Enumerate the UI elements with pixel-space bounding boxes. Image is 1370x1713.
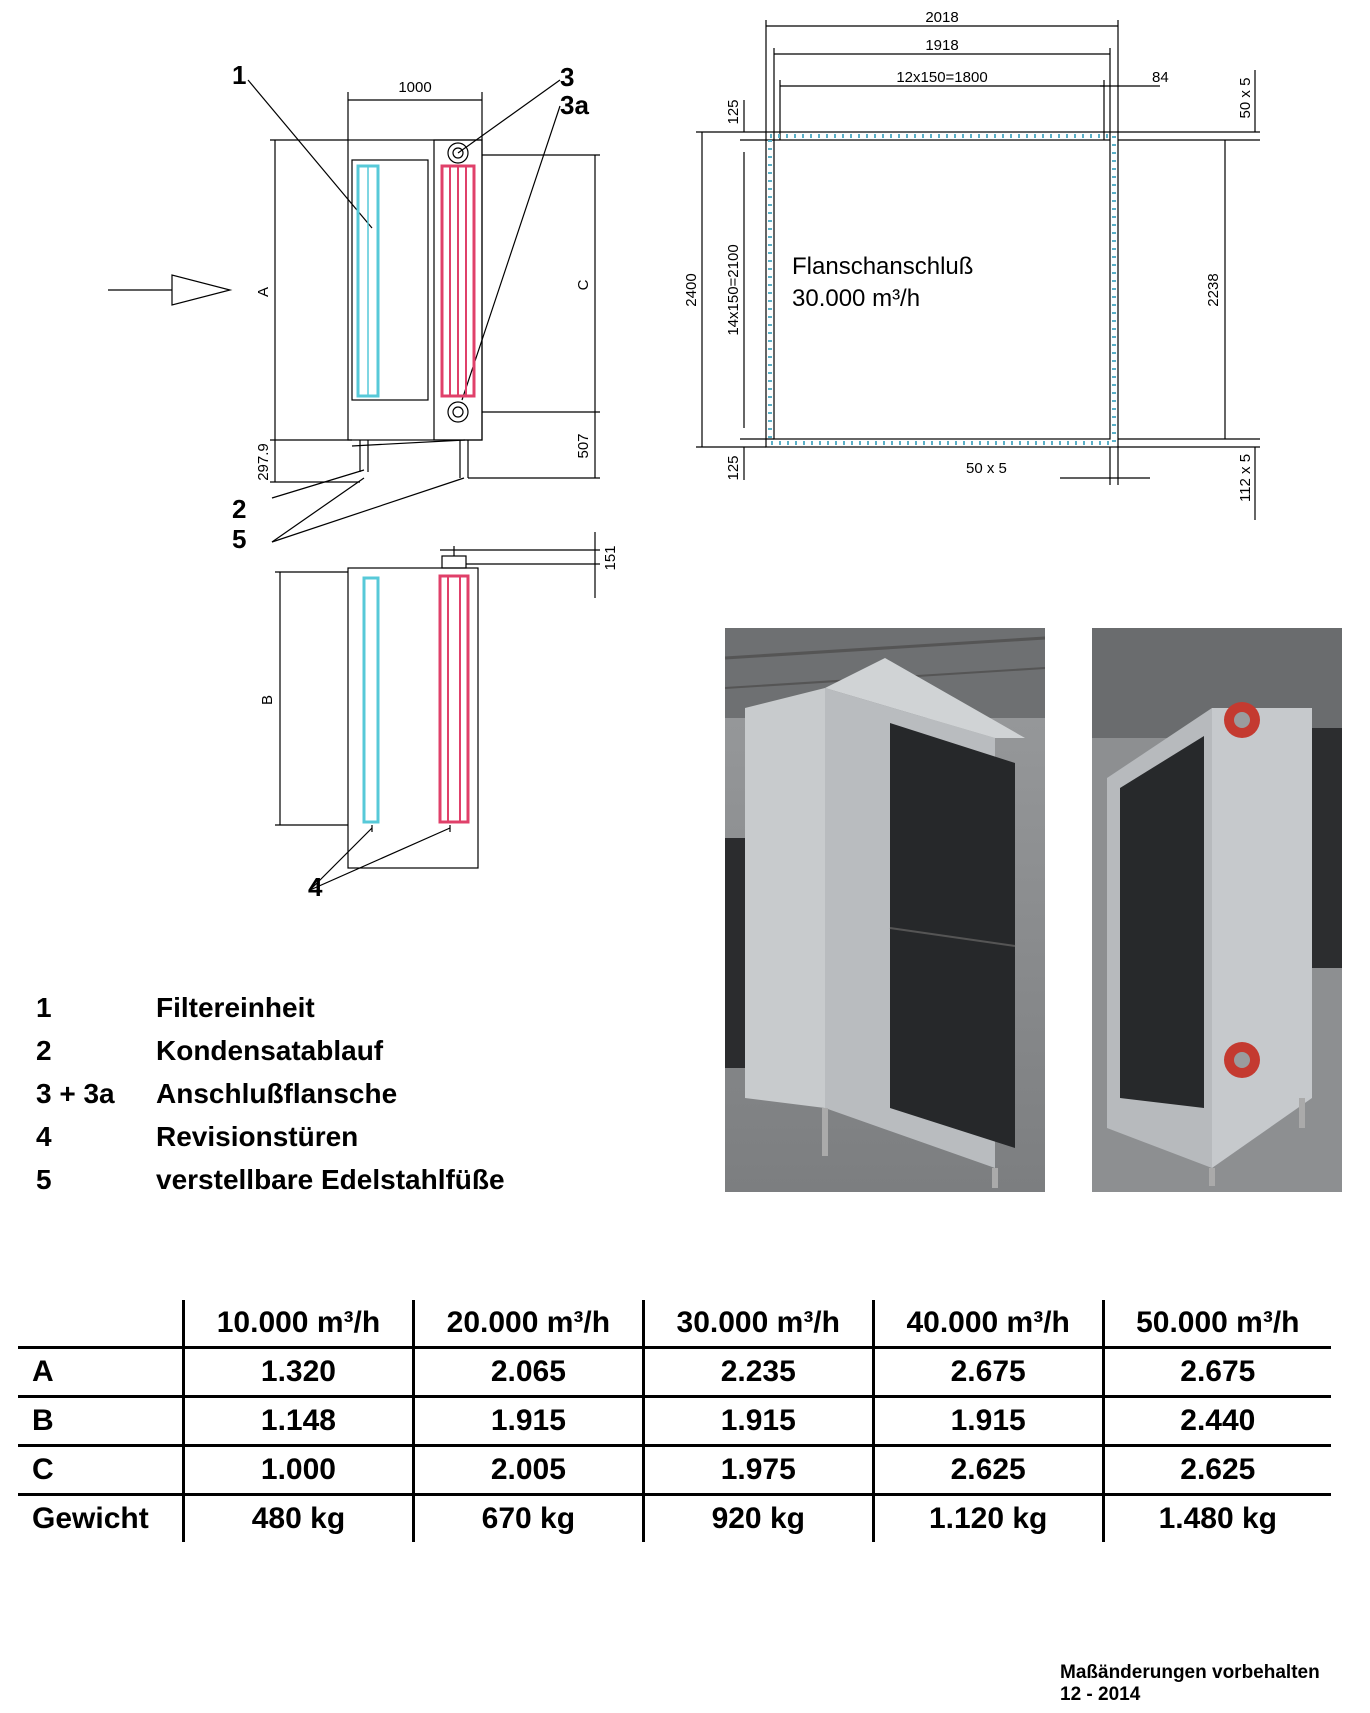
table-cell: 2.065 [413, 1348, 643, 1397]
dim-outer-width: 2018 [925, 9, 959, 26]
table-cell: 480 kg [184, 1495, 414, 1543]
legend-item-text: Kondensatablauf [156, 1035, 384, 1066]
coil-side [440, 576, 468, 822]
product-photo-front-render [725, 628, 1045, 1192]
dim-hole-pitch-h: 12x150=1800 [896, 69, 988, 86]
table-cell: 2.625 [873, 1446, 1103, 1495]
table-cell: 1.148 [184, 1397, 414, 1446]
product-photo-back [1092, 628, 1342, 1192]
dim-b: B [259, 694, 276, 706]
footer-date: 12 - 2014 [1060, 1684, 1141, 1705]
table-cell: 920 kg [643, 1495, 873, 1543]
table-header-cell: 40.000 m³/h [873, 1300, 1103, 1348]
dim-drain: 507 [575, 433, 592, 459]
legend-item-text: verstellbare Edelstahlfüße [156, 1164, 505, 1195]
table-cell: 2.005 [413, 1446, 643, 1495]
table-row [18, 1348, 1331, 1397]
flange-view-drawing [680, 0, 1370, 540]
table-row-label: B [32, 1404, 54, 1437]
dim-flat-bottom: 50 x 5 [966, 460, 1007, 477]
callout-2: 2 [232, 494, 247, 524]
side-view-drawing [0, 520, 680, 910]
table-cell: 1.915 [413, 1397, 643, 1446]
legend-item-number: 5 [36, 1164, 52, 1195]
callout-3: 3 [560, 62, 575, 92]
dim-c: C [575, 279, 592, 291]
table-cell: 1.975 [643, 1446, 873, 1495]
legend-item-text: Anschlußflansche [156, 1078, 398, 1109]
dim-inner-width: 1918 [925, 37, 959, 54]
table-cell: 1.915 [873, 1397, 1103, 1446]
dim-width: 1000 [398, 79, 432, 96]
legend-item-number: 2 [36, 1035, 52, 1066]
table-row-label: C [32, 1453, 54, 1486]
dim-top-margin: 125 [725, 99, 742, 125]
table-header-cell: 30.000 m³/h [643, 1300, 873, 1348]
flange-label-line2: 30.000 m³/h [792, 285, 921, 312]
table-row-label: A [32, 1355, 54, 1388]
table-cell: 2.675 [873, 1348, 1103, 1397]
table-cell: 2.625 [1103, 1446, 1331, 1495]
product-photo-back-render [1092, 628, 1342, 1192]
table-header-cell [18, 1300, 184, 1348]
airflow-arrow-icon [172, 275, 230, 305]
dim-flat-side: 112 x 5 [1237, 453, 1254, 503]
table-row [18, 1446, 1331, 1495]
table-cell: 1.480 kg [1103, 1495, 1331, 1543]
callout-5: 5 [232, 524, 247, 554]
legend-item-text: Revisionstüren [156, 1121, 359, 1152]
table-cell: 2.440 [1103, 1397, 1331, 1446]
callout-4: 4 [308, 872, 323, 902]
dim-inner-height: 2238 [1205, 273, 1222, 307]
dim-foot: 297.9 [255, 443, 272, 481]
legend-item-number: 3 + 3a [36, 1078, 115, 1109]
table-header-row [18, 1300, 1331, 1348]
dim-offset: 84 [1152, 69, 1169, 86]
flange-label-line1: Flanschanschluß [792, 253, 974, 280]
table-cell: 1.320 [184, 1348, 414, 1397]
coil-front [442, 166, 474, 396]
table-cell: 670 kg [413, 1495, 643, 1543]
table-cell: 2.235 [643, 1348, 873, 1397]
table-row [18, 1397, 1331, 1446]
dim-flange: 151 [602, 545, 619, 571]
dim-bottom-margin: 125 [725, 455, 742, 481]
table-row [18, 1495, 1331, 1543]
dim-outer-height: 2400 [683, 273, 700, 307]
dim-flat-top: 50 x 5 [1237, 77, 1254, 119]
dimension-table [18, 1300, 1331, 1542]
callout-3a: 3a [560, 90, 589, 120]
table-row-label: Gewicht [32, 1502, 149, 1535]
legend-item-text: Filtereinheit [156, 992, 315, 1023]
legend-item-number: 4 [36, 1121, 52, 1152]
footer-disclaimer: Maßänderungen vorbehalten [1060, 1662, 1320, 1683]
filter-unit-side [364, 578, 378, 822]
footer-note [1060, 1662, 1320, 1706]
table-header-cell: 50.000 m³/h [1103, 1300, 1331, 1348]
table-header-cell: 20.000 m³/h [413, 1300, 643, 1348]
table-cell: 1.120 kg [873, 1495, 1103, 1543]
dim-a: A [255, 286, 272, 298]
front-view-drawing [0, 0, 680, 560]
dim-hole-pitch-v: 14x150=2100 [725, 244, 742, 336]
table-cell: 1.915 [643, 1397, 873, 1446]
table-cell: 2.675 [1103, 1348, 1331, 1397]
legend-item-number: 1 [36, 992, 52, 1023]
table-cell: 1.000 [184, 1446, 414, 1495]
callout-1: 1 [232, 60, 247, 90]
product-photo-front [725, 628, 1045, 1192]
table-header-cell: 10.000 m³/h [184, 1300, 414, 1348]
